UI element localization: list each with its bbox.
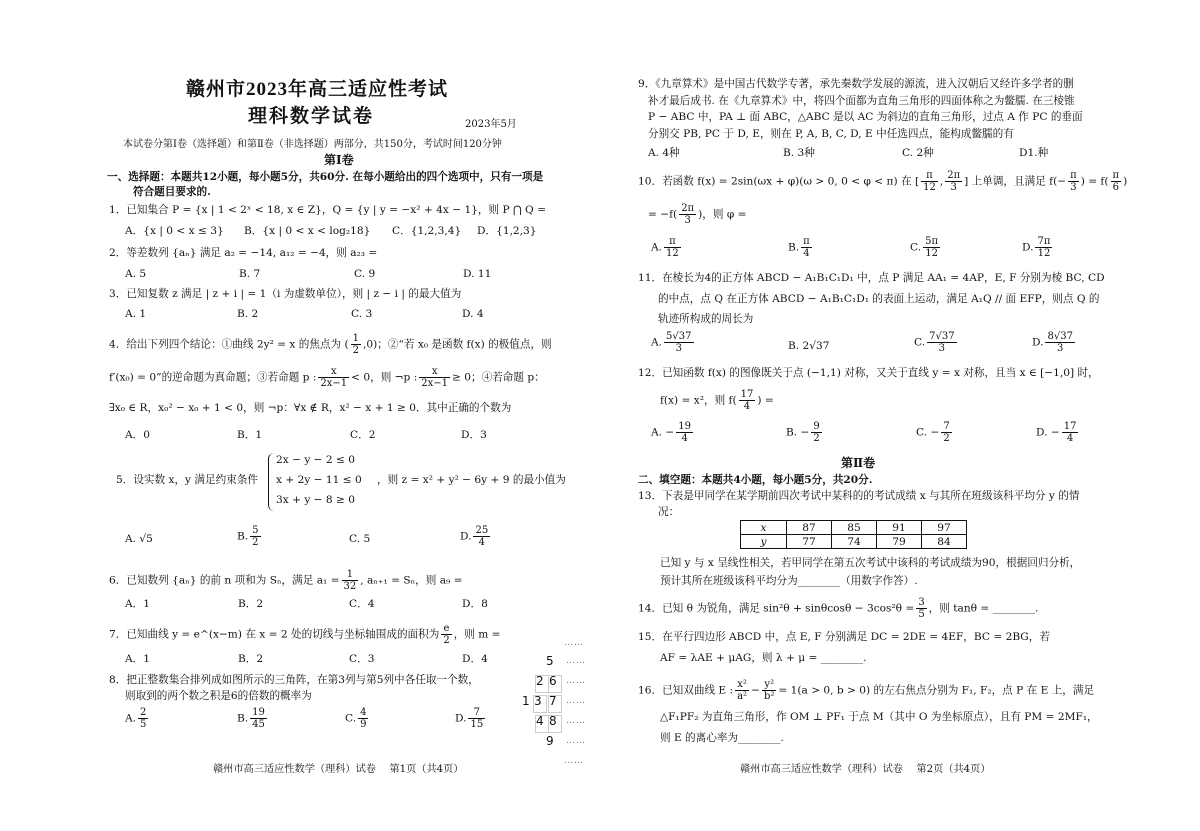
q10-option-d: D. $\frac{7\pi}{12}$ bbox=[1022, 236, 1051, 259]
q8-line2: 则取到的两个数之积是6的倍数的概率为 bbox=[125, 690, 312, 702]
q6-stem: 6．已知数列 {aₙ} 的前 n 项和为 Sₙ，满足 a₁ = $\frac{1}{32}$ , aₙ₊₁ = Sₙ，则 a₉ = bbox=[109, 569, 463, 592]
q9-option-b: B. 3种 bbox=[783, 147, 815, 159]
q12-option-a: A. − $\frac{19}{4}$ bbox=[651, 421, 691, 444]
q12-line1: 12．已知函数 f(x) 的图像既关于点 (−1,1) 对称，又关于直线 y = x 对称，且当 x ∈ [−1,0] 时， bbox=[638, 367, 1099, 379]
q16-line1: 16．已知双曲线 E : $\frac{\text{x²}}{\text{a²}}$ − $\frac{\text{y²}}{\text{b²}}$ = 1(a > 0, b > 0) 的左右焦点分别为 F₁, F₂，点 P 在 E 上，满足 bbox=[638, 679, 1095, 702]
q2-option-c: C. 9 bbox=[354, 268, 376, 280]
q14-stem: 14．已知 θ 为锐角，满足 sin²θ + sinθcosθ − 3cos²θ = $\frac{3}{5}$ ，则 tanθ = ________. bbox=[638, 597, 1039, 620]
q4-frac-half: $\frac{1}{2}$ bbox=[352, 333, 360, 356]
exam-intro: 本试卷分第Ⅰ卷（选择题）和第Ⅱ卷（非选择题）两部分，共150分，考试时间120分钟 bbox=[123, 139, 502, 150]
q4-option-b: B．1 bbox=[237, 429, 263, 441]
q9-line1: 9．《九章算术》是中国古代数学专著，承先秦数学发展的源流，进入汉朝后又经许多学者的删 bbox=[638, 78, 1074, 90]
footer-page2: 赣州市高三适应性数学（理科）试卷 第2页（共4页） bbox=[740, 764, 991, 775]
q4-option-c: C．2 bbox=[350, 429, 376, 441]
q7-stem: 7．已知曲线 y = e^(x−m) 在 x = 2 处的切线与坐标轴围成的面积为 $\frac{e}{2}$ ，则 m = bbox=[109, 623, 501, 646]
tri-1: 1 bbox=[522, 694, 530, 708]
q11-line1: 11．在棱长为4的正方体 ABCD − A₁B₁C₁D₁ 中，点 P 满足 AA₁ = 4AP，E, F 分别为棱 BC, CD bbox=[638, 272, 1105, 284]
q8-option-b: B. $\frac{19}{45}$ bbox=[237, 707, 265, 730]
q6-option-a: A．1 bbox=[125, 598, 150, 610]
q4-line1: 4．给出下列四个结论：①曲线 2y² = x 的焦点为 ( $\frac{1}{2}$ ,0)；②“若 x₀ 是函数 f(x) 的极值点，则 bbox=[109, 333, 552, 356]
q13-line3: 已知 y 与 x 呈线性相关，若甲同学在第五次考试中该科的考试成绩为90，根据回归分析， bbox=[660, 557, 1081, 569]
q8-option-c: C. $\frac{4}{9}$ bbox=[345, 707, 367, 730]
q3-option-b: B. 2 bbox=[237, 308, 259, 320]
q11-line2: 的中点，点 Q 在正方体 ABCD − A₁B₁C₁D₁ 的表面上运动，满足 A₁Q // 面 EFP，则点 Q 的 bbox=[658, 293, 1100, 305]
q2-option-a: A. 5 bbox=[125, 268, 147, 280]
q10-line2: = −f( $\frac{2\pi}{3}$ )，则 φ = bbox=[648, 203, 747, 226]
q4-line2: f′(x₀) = 0”的逆命题为真命题；③若命题 p : $\frac{x}{2x-1}$ < 0，则 ¬p : $\frac{x}{2x-1}$ ≥ 0；④若命题 p： bbox=[109, 366, 545, 389]
part2-heading: 第Ⅱ卷 bbox=[841, 456, 876, 470]
q9-line4: 分别交 PB, PC 于 D, E，则在 P, A, B, C, D, E 中任选四点，能构成鳖臑的有 bbox=[648, 128, 1014, 140]
q5-option-d: D. $\frac{25}{4}$ bbox=[460, 525, 489, 548]
q4-option-a: A．0 bbox=[125, 429, 150, 441]
q1-option-b: B．{x | 0 < x < log₂18} bbox=[244, 225, 371, 237]
q1-option-d: D．{1,2,3} bbox=[477, 225, 537, 237]
tri-5: 5 bbox=[546, 654, 554, 668]
q4-line3: ∃x₀ ∈ R，x₀² − x₀ + 1 < 0，则 ¬p：∀x ∉ R，x² − x + 1 ≥ 0．其中正确的个数为 bbox=[109, 402, 512, 414]
q5-constraint-3: 3x + y − 8 ≥ 0 bbox=[276, 494, 356, 506]
q12-option-d: D. − $\frac{17}{4}$ bbox=[1036, 421, 1077, 444]
q9-line2: 补才最后成书. 在《九章算术》中，将四个面都为直角三角形的四面体称之为鳖臑. 在三棱锥 bbox=[648, 95, 1075, 107]
q1-option-c: C．{1,2,3,4} bbox=[392, 225, 462, 237]
q8-line1: 8．把正整数集合排列成如图所示的三角阵，在第3列与第5列中各任取一个数， bbox=[109, 674, 479, 686]
q7-option-d: D．4 bbox=[462, 653, 488, 665]
q10-line1: 10．若函数 f(x) = 2sin(ωx + φ)(ω > 0, 0 < φ < π) 在 [ $\frac{\pi}{12}$ , $\frac{2\pi}{3}$ ] 上单调，且满足 f(− $\frac{\pi}{3}$ ) = f( $\frac{\pi}{6}$ ) bbox=[638, 170, 1128, 193]
q2-stem: 2．等差数列 {aₙ} 满足 a₂ = −14, a₁₂ = −4，则 a₂₃ = bbox=[109, 247, 378, 259]
q2-option-b: B. 7 bbox=[239, 268, 261, 280]
q5-brace bbox=[268, 453, 275, 511]
q15-line1: 15．在平行四边形 ABCD 中，点 E, F 分别满足 DC = 2DE = 4EF，BC = 2BG，若 bbox=[638, 631, 1050, 643]
q11-option-a: A. $\frac{5√37}{3}$ bbox=[651, 331, 692, 354]
q13-data-table bbox=[740, 520, 967, 549]
q4-frac-2: $\frac{x}{2x-1}$ bbox=[421, 366, 449, 389]
q16-line2: △F₁PF₂ 为直角三角形，作 OM ⊥ PF₁ 于点 M（其中 O 为坐标原点），且有 PM = 2MF₁， bbox=[660, 711, 1098, 723]
q12-option-b: B. − $\frac{9}{2}$ bbox=[786, 421, 820, 444]
tri-6: 6 bbox=[549, 674, 557, 688]
section2-heading: 二、填空题：本题共4小题，每小题5分，共20分. bbox=[638, 474, 873, 486]
q7-option-a: A．1 bbox=[125, 653, 150, 665]
q4-frac-1: $\frac{x}{2x-1}$ bbox=[320, 366, 348, 389]
q11-option-b: B. 2√37 bbox=[788, 340, 830, 352]
q11-line3: 轨迹所构成的周长为 bbox=[658, 313, 754, 325]
q10-option-b: B. $\frac{\pi}{4}$ bbox=[788, 236, 810, 259]
q9-option-d: D1.种 bbox=[1019, 147, 1049, 159]
q12-line2: f(x) = x²，则 f( $\frac{17}{4}$ ) = bbox=[660, 389, 774, 412]
q5-lead: 5．设实数 x，y 满足约束条件 bbox=[116, 474, 258, 486]
q11-option-c: C. $\frac{7√37}{3}$ bbox=[914, 331, 955, 354]
tri-4: 4 bbox=[536, 714, 544, 728]
q7-option-c: C．3 bbox=[349, 653, 375, 665]
q3-option-a: A. 1 bbox=[125, 308, 147, 320]
q5-tail: ，则 z = x² + y² − 6y + 9 的最小值为 bbox=[377, 474, 566, 486]
q5-constraint-2: x + 2y − 11 ≤ 0 bbox=[276, 474, 362, 486]
q3-option-c: C. 3 bbox=[351, 308, 373, 320]
section1-line2: 符合题目要求的. bbox=[133, 186, 211, 198]
q13-line4: 预计其所在班级该科平均分为________（用数字作答）. bbox=[660, 575, 918, 587]
section1-line1: 一、选择题：本题共12小题，每小题5分，共60分. 在每小题给出的四个选项中，只有一项是 bbox=[107, 171, 544, 183]
part1-heading: 第Ⅰ卷 bbox=[324, 153, 354, 167]
q12-option-c: C. − $\frac{7}{2}$ bbox=[916, 421, 950, 444]
q16-line3: 则 E 的离心率为________. bbox=[660, 732, 784, 744]
q9-option-a: A. 4种 bbox=[648, 147, 680, 159]
q10-option-a: A. $\frac{\pi}{12}$ bbox=[651, 236, 679, 259]
table-row: y 77 74 79 84 bbox=[741, 535, 967, 549]
q9-option-c: C. 2种 bbox=[902, 147, 934, 159]
tri-2: 2 bbox=[536, 674, 544, 688]
exam-date: 2023年5月 bbox=[465, 119, 517, 130]
q8-option-d: D. $\frac{7}{15}$ bbox=[455, 707, 484, 730]
q5-option-a: A. √5 bbox=[125, 533, 153, 545]
tri-9: 9 bbox=[546, 734, 554, 748]
q7-option-b: B．2 bbox=[238, 653, 264, 665]
q13-line2: 况： bbox=[658, 506, 680, 518]
q5-option-c: C. 5 bbox=[349, 533, 371, 545]
q6-option-c: C．4 bbox=[349, 598, 375, 610]
q2-option-d: D. 11 bbox=[463, 268, 492, 280]
q15-line2: AF = λAE + μAG，则 λ + μ = ________. bbox=[660, 652, 867, 664]
q4-option-d: D．3 bbox=[461, 429, 487, 441]
q1-option-a: A．{x | 0 < x ≤ 3} bbox=[125, 225, 224, 237]
q6-option-b: B．2 bbox=[238, 598, 264, 610]
exam-title: 赣州市2023年高三适应性考试 bbox=[186, 79, 449, 100]
footer-page1: 赣州市高三适应性数学（理科）试卷 第1页（共4页） bbox=[213, 764, 464, 775]
q9-line3: P − ABC 中，PA ⊥ 面 ABC，△ABC 是以 AC 为斜边的直角三角形，过点 A 作 PC 的垂面 bbox=[648, 111, 1083, 123]
q3-stem: 3．已知复数 z 满足 | z + i | = 1（i 为虚数单位），则 | z − i | 的最大值为 bbox=[109, 288, 462, 300]
q13-line1: 13．下表是甲同学在某学期前四次考试中某科的的考试成绩 x 与其所在班级该科平均分 y 的情 bbox=[638, 490, 1080, 502]
exam-subtitle: 理科数学试卷 bbox=[248, 106, 375, 127]
q8-option-a: A. $\frac{2}{5}$ bbox=[125, 707, 147, 730]
q3-option-d: D. 4 bbox=[462, 308, 484, 320]
q6-option-d: D．8 bbox=[462, 598, 488, 610]
tri-8: 8 bbox=[549, 714, 557, 728]
q5-constraint-1: 2x − y − 2 ≤ 0 bbox=[276, 454, 356, 466]
q10-option-c: C. $\frac{5\pi}{12}$ bbox=[910, 236, 939, 259]
tri-3: 3 bbox=[534, 694, 542, 708]
tri-7: 7 bbox=[549, 694, 557, 708]
q5-option-b: B. $\frac{5}{2}$ bbox=[237, 525, 259, 548]
q11-option-d: D. $\frac{8√37}{3}$ bbox=[1032, 331, 1073, 354]
table-row: x 87 85 91 97 bbox=[741, 521, 967, 535]
q1-stem: 1．已知集合 P = {x | 1 < 2ˣ < 18, x ∈ Z}，Q = {y | y = −x² + 4x − 1}，则 P ⋂ Q = bbox=[109, 204, 546, 216]
